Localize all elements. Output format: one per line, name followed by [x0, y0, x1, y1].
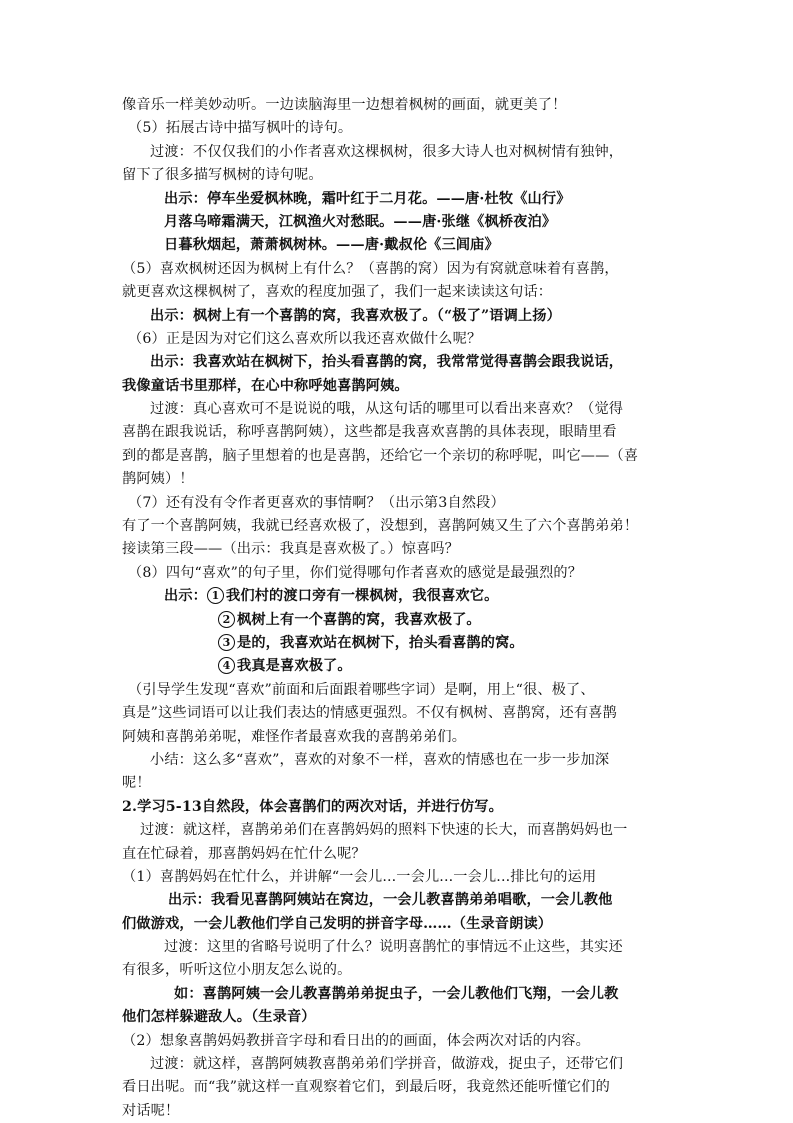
highlight-line: 我像童话书里那样，在心中称呼她喜鹊阿姨。 — [122, 377, 409, 394]
text-line: 留下了很多描写枫树的诗句呢。 — [122, 167, 323, 184]
text-line: 像音乐一样美妙动听。一边读脑海里一边想着枫树的画面，就更美了！ — [122, 97, 567, 113]
text-line: （5）拓展古诗中描写枫叶的诗句。 — [128, 120, 353, 137]
numbered-item — [122, 655, 682, 678]
item-text: 是的，我喜欢站在枫树下，抬头看喜鹊的窝。 — [237, 634, 524, 651]
item-text: 我们村的渡口旁有一棵枫树，我很喜欢它。 — [226, 588, 499, 605]
text-line: 接读第三段——（出示：我真是喜欢极了。）惊喜吗？ — [122, 541, 460, 558]
text-line: （引导学生发现“喜欢”前面和后面跟着哪些字词）是啊，用上“很、极了、 — [128, 681, 595, 698]
text-line: 真是”这些词语可以让我们表达的情感更强烈。不仅有枫树、喜鹊窝，还有喜鹊 — [122, 705, 617, 722]
text-line: 小结：这么多“喜欢”，喜欢的对象不一样，喜欢的情感也在一步一步加深 — [150, 751, 610, 768]
text-line: 有了一个喜鹊阿姨，我就已经喜欢极了，没想到，喜鹊阿姨又生了六个喜鹊弟弟！ — [122, 518, 639, 535]
text-line: 到的都是喜鹊，脑子里想着的也是喜鹊，还给它一个亲切的称呼呢，叫它——（喜 — [122, 447, 639, 464]
text-line: （2）想象喜鹊妈妈教拼音字母和看日出的的画面，体会两次对话的内容。 — [122, 1032, 590, 1049]
text-line: 喜鹊在跟我说话，称呼喜鹊阿姨），这些都是我喜欢喜鹊的具体表现，眼睛里看 — [122, 424, 617, 441]
text-line: （6）正是因为对它们这么喜欢所以我还喜欢做什么呢？ — [128, 330, 482, 347]
text-line: 直在忙碌着，那喜鹊妈妈在忙什么呢？ — [122, 845, 366, 862]
poem-line: 日暮秋烟起，萧萧枫树林。——唐·戴叔伦《三闾庙》 — [164, 237, 499, 254]
numbered-item — [122, 632, 682, 655]
text-line: 过渡：就这样，喜鹊阿姨教喜鹊弟弟们学拼音，做游戏，捉虫子，还带它们 — [150, 1056, 624, 1073]
circled-number: 4 — [218, 657, 235, 674]
highlight-line: 如：喜鹊阿姨一会儿教喜鹊弟弟捉虫子，一会儿教他们飞翔，一会儿教 — [174, 985, 619, 1002]
poem-line: 出示：停车坐爱枫林晚，霜叶红于二月花。——唐·杜牧《山行》 — [164, 190, 571, 207]
text-line: 过渡：不仅仅我们的小作者喜欢这棵枫树，很多大诗人也对枫树情有独钟， — [150, 143, 624, 160]
highlight-line: 出示：我看见喜鹊阿姨站在窝边，一会儿教喜鹊弟弟唱歌，一会儿教他 — [168, 892, 613, 909]
highlight-line: 他们怎样躲避敌人。（生录音） — [122, 1009, 316, 1026]
text-line: 有很多，听听这位小朋友怎么说的。 — [122, 962, 352, 979]
item-text: 枫树上有一个喜鹊的窝，我喜欢极了。 — [237, 611, 481, 628]
item-text: 我真是喜欢极了。 — [237, 658, 352, 675]
show-label: 出示： — [164, 588, 208, 605]
document-page — [122, 94, 682, 1123]
text-line: 过渡：真心喜欢可不是说说的哦，从这句话的哪里可以看出来喜欢？（觉得 — [150, 401, 624, 418]
text-line: 对话呢！ — [122, 1102, 180, 1119]
text-line: 过渡：就这样，喜鹊弟弟们在喜鹊妈妈的照料下快速的长大，而喜鹊妈妈也一 — [140, 822, 628, 839]
text-line: （1）喜鹊妈妈在忙什么，并讲解“一会儿...一会儿...一会儿...排比句的运用 — [122, 868, 597, 885]
text-line: （5）喜欢枫树还因为枫树上有什么？（喜鹊的窝）因为有窝就意味着有喜鹊， — [122, 260, 619, 277]
poem-line: 月落乌啼霜满天，江枫渔火对愁眠。——唐·张继《枫桥夜泊》 — [164, 213, 557, 230]
circled-number: 2 — [218, 611, 235, 628]
text-line: 鹊阿姨）！ — [122, 471, 194, 488]
numbered-item — [122, 609, 682, 632]
text-line: （8）四句“喜欢”的句子里，你们觉得哪句作者喜欢的感觉是最强烈的？ — [128, 564, 583, 581]
text-line: 过渡：这里的省略号说明了什么？说明喜鹊忙的事情远不止这些，其实还 — [164, 939, 623, 956]
circled-number: 1 — [207, 587, 224, 604]
highlight-line: 出示：枫树上有一个喜鹊的窝，我喜欢极了。（“极了”语调上扬） — [150, 307, 561, 324]
circled-number: 3 — [218, 634, 235, 651]
text-line: 阿姨和喜鹊弟弟呢，难怪作者最喜欢我的喜鹊弟弟们。 — [122, 728, 467, 745]
text-line: 看日出呢。而“我”就这样一直观察着它们，到最后呀，我竟然还能听懂它们的 — [122, 1079, 610, 1096]
text-line: （7）还有没有令作者更喜欢的事情啊？（出示第3自然段） — [128, 494, 505, 511]
highlight-line: 出示：我喜欢站在枫树下，抬头看喜鹊的窝，我常常觉得喜鹊会跟我说话， — [150, 354, 624, 371]
highlight-line: 们做游戏，一会儿教他们学自己发明的拼音字母……（生录音朗读） — [122, 915, 553, 932]
numbered-item — [122, 585, 682, 608]
section-heading: 2.学习5-13自然段，体会喜鹊们的两次对话，并进行仿写。 — [122, 798, 503, 815]
text-line: 就更喜欢这棵枫树了，喜欢的程度加强了，我们一起来读读这句话： — [122, 284, 553, 301]
text-line: 呢！ — [122, 775, 151, 792]
